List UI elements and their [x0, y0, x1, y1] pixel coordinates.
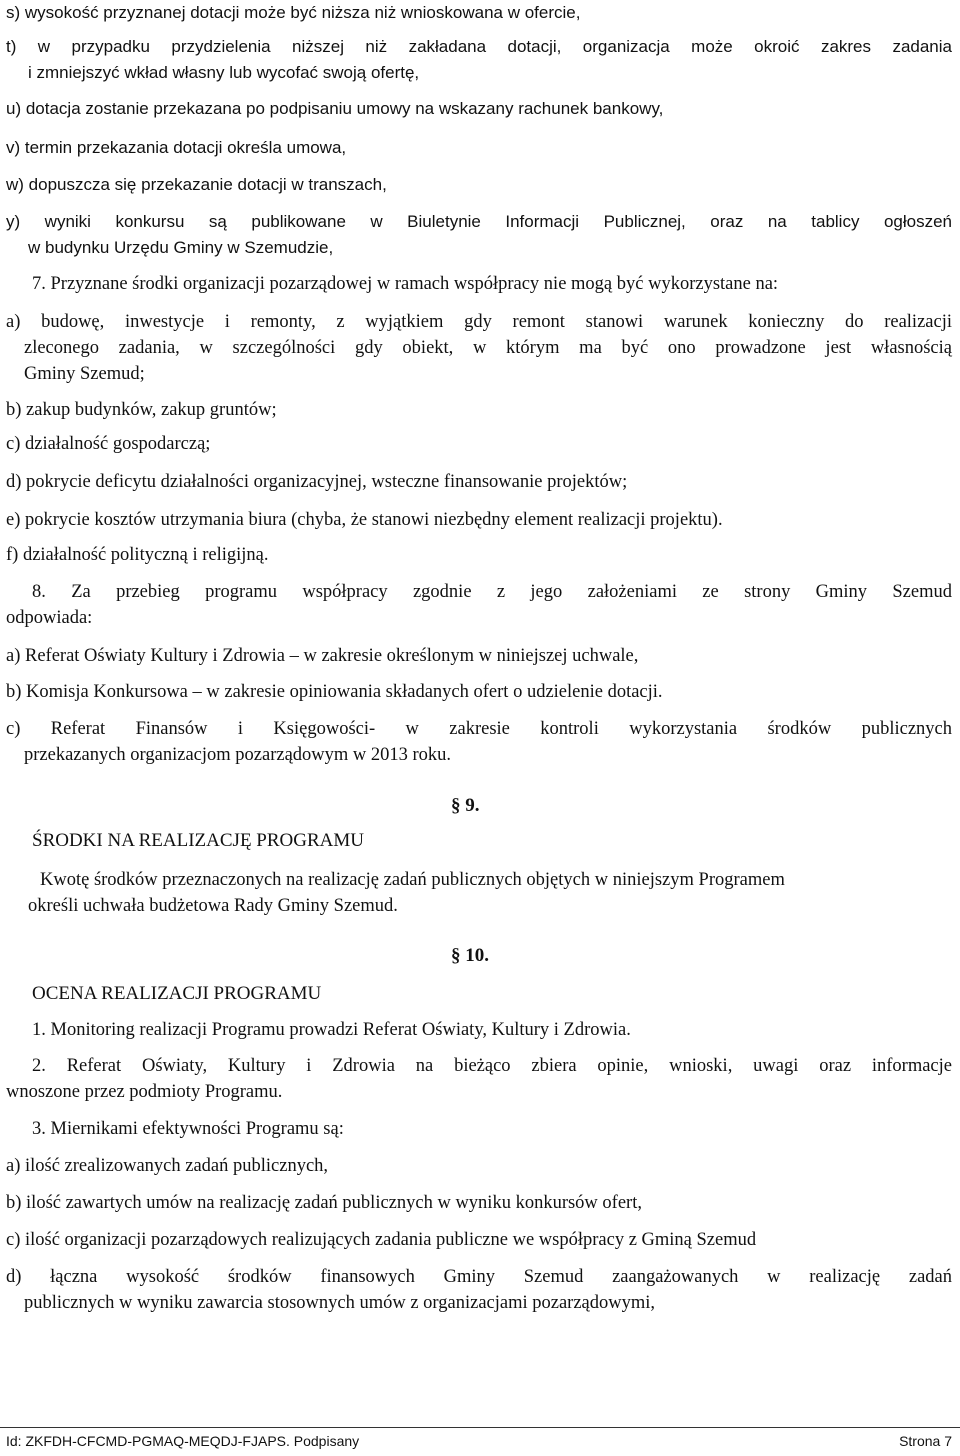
section-7-item-e: e) pokrycie kosztów utrzymania biura (chyba, że stanowi niezbędny element realizacji projektu).: [6, 510, 723, 530]
section-9-title: ŚRODKI NA REALIZACJĘ PROGRAMU: [32, 830, 364, 851]
section-7-item-c: c) działalność gospodarczą;: [6, 434, 211, 454]
section-7-intro: 7. Przyznane środki organizacji pozarządowej w ramach współpracy nie mogą być wykorzystane na:: [32, 274, 779, 294]
section-8-item-c: c) Referat Finansów i Księgowości- w zakresie kontroli wykorzystania środków publicznych przekazanych organizacjom pozarządowym w 2013 roku.: [6, 719, 952, 765]
item-u: u) dotacja zostanie przekazana po podpisaniu umowy na wskazany rachunek bankowy,: [6, 99, 664, 118]
item-v: v) termin przekazania dotacji określa umowa,: [6, 138, 347, 157]
item-y: y) wyniki konkursu są publikowane w Biuletynie Informacji Publicznej, oraz na tablicy ogłoszeń w budynku Urzędu Gminy w Szemudzie,: [6, 212, 952, 257]
item-w: w) dopuszcza się przekazanie dotacji w transzach,: [6, 175, 387, 194]
section-9-number: § 9.: [451, 795, 480, 816]
section-10-item-c: c) ilość organizacji pozarządowych realizujących zadania publiczne we współpracy z Gminą Szemud: [6, 1230, 757, 1250]
section-10-p1: 1. Monitoring realizacji Programu prowadzi Referat Oświaty, Kultury i Zdrowia.: [32, 1020, 631, 1040]
section-7-item-b: b) zakup budynków, zakup gruntów;: [6, 400, 277, 420]
section-7-item-f: f) działalność polityczną i religijną.: [6, 545, 269, 565]
section-7-item-a: a) budowę, inwestycje i remonty, z wyjątkiem gdy remont stanowi warunek konieczny do realizacji zleconego zadania, w szczególności gdy obiekt, w którym ma być ono prowadzone jest własnością Gminy Szemud;: [6, 312, 952, 384]
section-8-intro: 8. Za przebieg programu współpracy zgodnie z jego założeniami ze strony Gminy Szemud odpowiada:: [6, 582, 952, 628]
section-8-item-b: b) Komisja Konkursowa – w zakresie opiniowania składanych ofert o udzielenie dotacji.: [6, 682, 663, 702]
section-10-item-b: b) ilość zawartych umów na realizację zadań publicznych w wyniku konkursów ofert,: [6, 1193, 642, 1213]
section-9-text: Kwotę środków przeznaczonych na realizację zadań publicznych objętych w niniejszym Programem określi uchwała budżetowa Rady Gminy Szemud.: [28, 870, 785, 916]
section-10-item-d: d) łączna wysokość środków finansowych Gminy Szemud zaangażowanych w realizację zadań publicznych w wyniku zawarcia stosownych umów z organizacjami pozarządowymi,: [6, 1267, 952, 1313]
footer-divider: [0, 1427, 960, 1428]
footer-document-id: Id: ZKFDH-CFCMD-PGMAQ-MEQDJ-FJAPS. Podpisany: [6, 1433, 360, 1449]
item-t: t) w przypadku przydzielenia niższej niż zakładana dotacji, organizacja może okroić zakres zadania i zmniejszyć wkład własny lub wycofać swoją ofertę,: [6, 37, 952, 82]
section-10-title: OCENA REALIZACJI PROGRAMU: [32, 983, 322, 1004]
item-s: s) wysokość przyznanej dotacji może być niższa niż wnioskowana w ofercie,: [6, 3, 581, 22]
section-10-number: § 10.: [451, 945, 489, 966]
footer-page-number: Strona 7: [899, 1433, 952, 1449]
section-10-p2: 2. Referat Oświaty, Kultury i Zdrowia na bieżąco zbiera opinie, wnioski, uwagi oraz informacje wnoszone przez podmioty Programu.: [6, 1056, 952, 1102]
section-8-item-a: a) Referat Oświaty Kultury i Zdrowia – w zakresie określonym w niniejszej uchwale,: [6, 646, 639, 666]
section-7-item-d: d) pokrycie deficytu działalności organizacyjnej, wsteczne finansowanie projektów;: [6, 472, 628, 492]
section-10-p3: 3. Miernikami efektywności Programu są:: [32, 1119, 344, 1139]
section-10-item-a: a) ilość zrealizowanych zadań publicznych,: [6, 1156, 329, 1176]
